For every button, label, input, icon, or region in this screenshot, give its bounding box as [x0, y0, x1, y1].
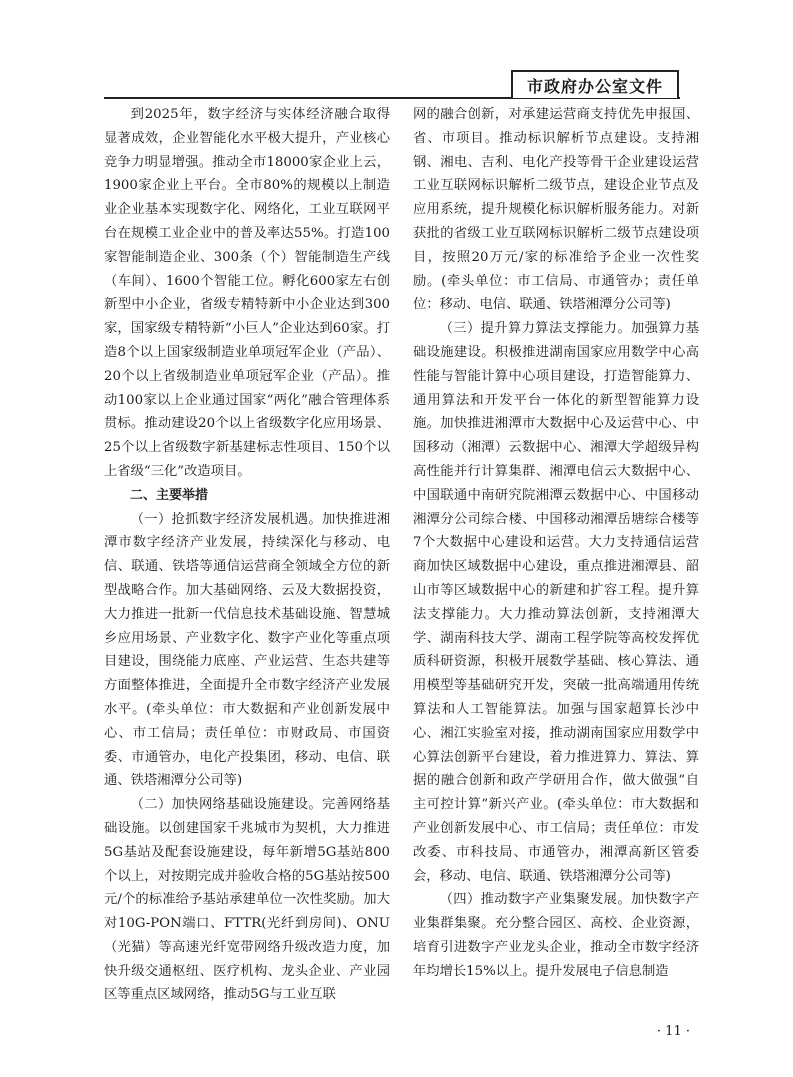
- paragraph-measure-2-continued: 网的融合创新，对承建运营商支持优先申报国、省、市项目。推动标识解析节点建设。支持湘钢、湘电、吉利、电化产投等骨干企业建设运营工业互联网标识解析二级节点，建设企业节点及应用系统，提升规模化标识解析服务能力。对新获批的省级工业互联网标识解析二级节点建设项目，按照20万元/家的标准给予企业一次性奖励。(牵头单位：市工信局、市通管办；责任单位：移动、电信、联通、铁塔湘潭分公司等): [413, 107, 699, 313]
- paragraph-measure-1: （一）抢抓数字经济发展机遇。加快推进湘潭市数字经济产业发展，持续深化与移动、电信、联通、铁塔等通信运营商全领域全方位的新型战略合作。加大基础网络、云及大数据投资，大力推进一批新一代信息技术基础设施、智慧城乡应用场景、产业数字化、数字产业化等重点项目建设，围绕能力底座、产业运营、生态共建等方面整体推进，全面提升全市数字经济产业发展水平。(牵头单位：市大数据和产业创新发展中心、市工信局；责任单位：市财政局、市国资委、市通管办，电化产投集团，移动、电信、联通、铁塔湘潭分公司等): [104, 511, 390, 789]
- paragraph-measure-2: （二）加快网络基础设施建设。完善网络基础设施。以创建国家千兆城市为契机，大力推进5G基站及配套设施建设，每年新增5G基站800个以上，对按期完成并验收合格的5G基站按500元/个的标准给予基站承建单位一次性奖励。加大对10G-PON端口、FTTR(光纤到房间)、ONU（光猫）等高速光纤宽带网络升级改造力度，加快升级交通枢纽、医疗机构、龙头企业、产业园区等重点区域网络，推动5G与工业互联: [104, 797, 390, 1003]
- section-heading-main-measures: 二、主要举措: [130, 487, 209, 503]
- paragraph-measure-3: （三）提升算力算法支撑能力。加强算力基础设施建设。积极推进湖南国家应用数学中心高性能与智能计算中心项目建设，打造智能算力、通用算法和开发平台一体化的新型智能算力设施。加快推进湘潭市大数据中心及运营中心、中国移动（湘潭）云数据中心、湘潭大学超级异构高性能并行计算集群、湘潭电信云大数据中心、中国联通中南研究院湘潭云数据中心、中国移动湘潭分公司综合楼、中国移动湘潭岳塘综合楼等7个大数据中心建设和运营。大力支持通信运营商加快区域数据中心建设，重点推进湘潭县、韶山市等区域数据中心的新建和扩容工程。提升算法支撑能力。大力推动算法创新，支持湘潭大学、湖南科技大学、湖南工程学院等高校发挥优质科研资源，积极开展数学基础、核心算法、通用模型等基础研究开发，突破一批高端通用传统算法和人工智能算法。加强与国家超算长沙中心、湘江实验室对接，推动湖南国家应用数学中心算法创新平台建设，着力推进算力、算法、算据的融合创新和政产学研用合作，做大做强“自主可控计算”新兴产业。(牵头单位：市大数据和产业创新发展中心、市工信局；责任单位：市发改委、市科技局、市通管办，湘潭高新区管委会，移动、电信、联通、铁塔湘潭分公司等): [413, 321, 699, 884]
- document-category-header: [511, 70, 679, 98]
- paragraph-measure-4: （四）推动数字产业集聚发展。加快数字产业集群集聚。充分整合园区、高校、企业资源，培育引进数字产业龙头企业，推动全市数字经济年均增长15%以上。提升发展电子信息制造: [413, 892, 699, 979]
- paragraph-targets-2025: 到2025年，数字经济与实体经济融合取得显著成效，企业智能化水平极大提升，产业核心竞争力明显增强。推动全市18000家企业上云，1900家企业上平台。全市80%的规模以上制造业企业基本实现数字化、网络化，工业互联网平台在规模工业企业中的普及率达55%。打造100家智能制造企业、300条（个）智能制造生产线（车间）、1600个智能工位。孵化600家左右创新型中小企业，省级专精特新中小企业达到300家，国家级专精特新“小巨人”企业达到60家。打造8个以上国家级制造业单项冠军企业（产品）、20个以上省级制造业单项冠军企业（产品）。推动100家以上企业通过国家“两化”融合管理体系贯标。推动建设20个以上省级数字化应用场景、25个以上省级数字新基建标志性项目、150个以上省级“三化”改造项目。: [104, 107, 390, 479]
- right-column: [413, 103, 699, 1015]
- left-column: [104, 103, 390, 1015]
- page-number: · 11 ·: [656, 1024, 690, 1039]
- header-title: 市政府办公室文件: [526, 76, 663, 96]
